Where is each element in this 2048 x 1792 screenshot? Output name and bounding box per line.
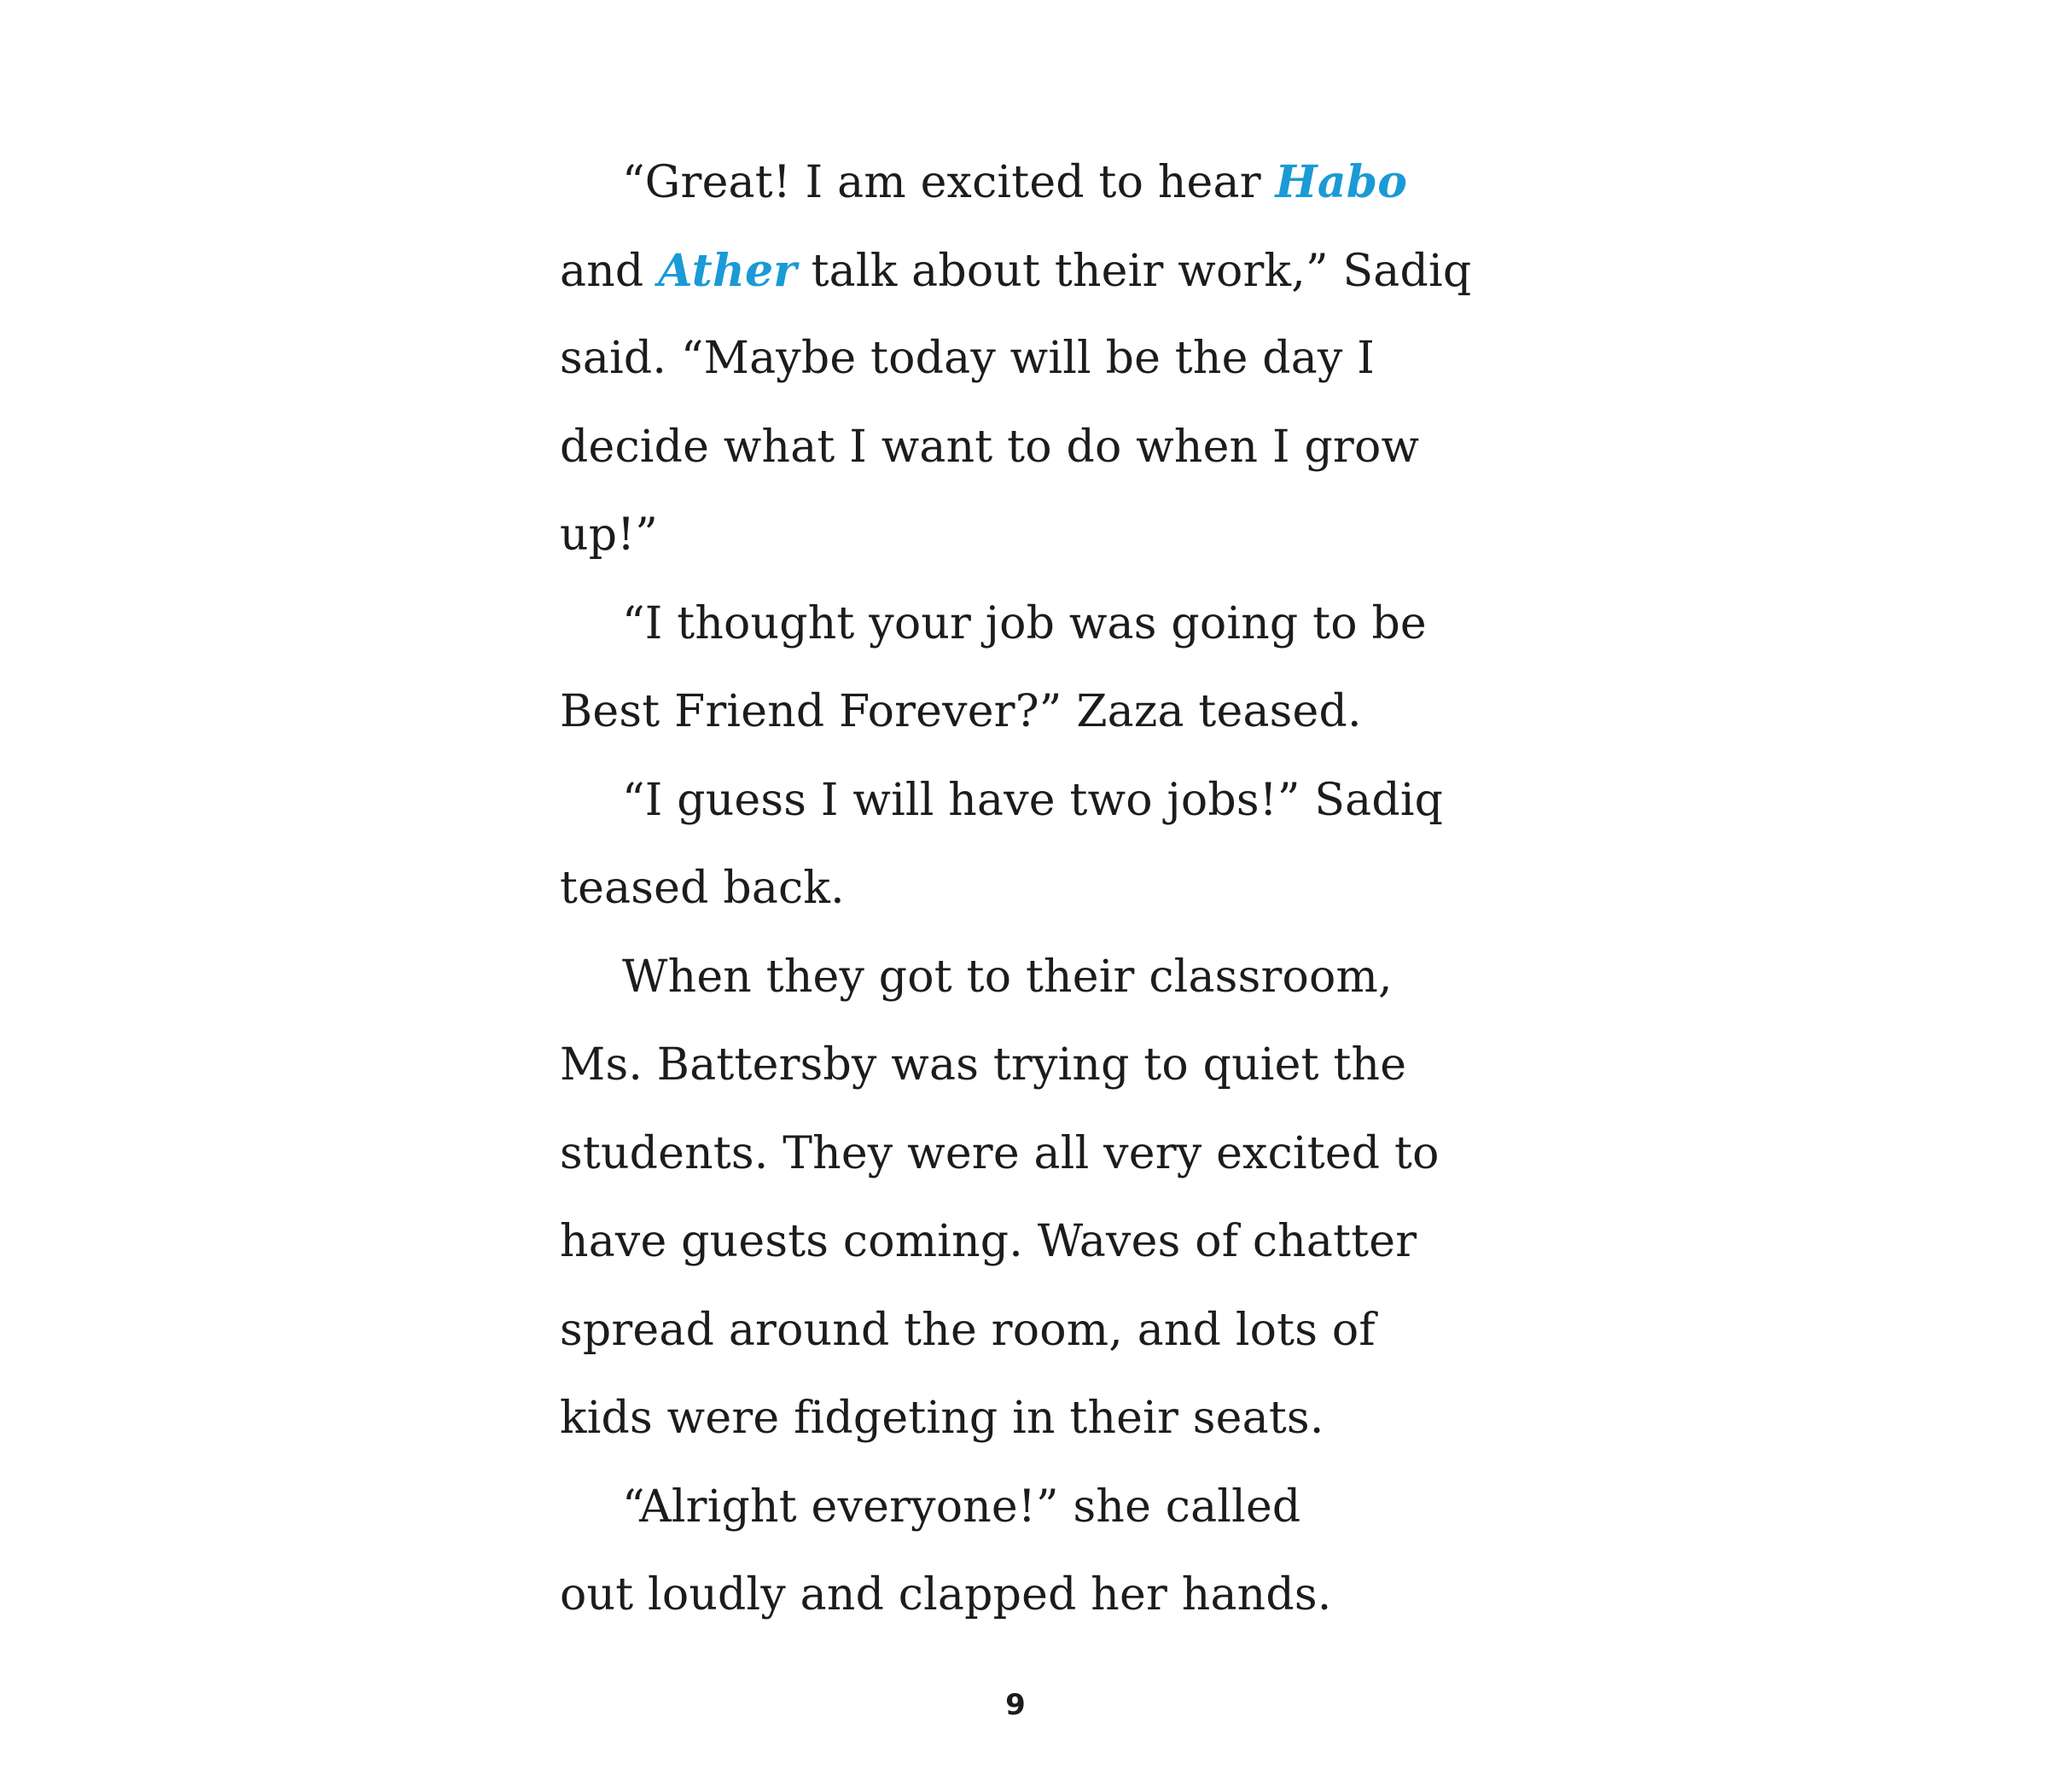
text-run: spread around the room, and lots of xyxy=(560,1304,1376,1356)
text-line xyxy=(560,580,1516,669)
text-line xyxy=(560,492,1516,580)
text-run: talk about their work,” Sadiq xyxy=(796,245,1472,297)
highlighted-word: Habo xyxy=(1275,156,1408,208)
text-line xyxy=(560,1021,1516,1110)
text-line xyxy=(560,227,1516,316)
text-line xyxy=(560,404,1516,492)
text-line xyxy=(560,1463,1516,1552)
paragraph xyxy=(560,580,1516,757)
text-line xyxy=(560,1375,1516,1463)
text-run: out loudly and clapped her hands. xyxy=(560,1569,1332,1620)
text-line xyxy=(560,934,1516,1022)
text-run: and xyxy=(560,245,659,297)
text-line xyxy=(560,845,1516,934)
paragraph xyxy=(560,1463,1516,1640)
text-line xyxy=(560,1287,1516,1376)
text-run: Ms. Battersby was trying to quiet the xyxy=(560,1039,1407,1091)
text-run: “Alright everyone!” she called xyxy=(622,1481,1301,1533)
text-run: decide what I want to do when I grow xyxy=(560,421,1420,473)
text-run: Best Friend Forever?” Zaza teased. xyxy=(560,686,1362,737)
text-line xyxy=(560,315,1516,404)
text-run: have guests coming. Waves of chatter xyxy=(560,1216,1417,1267)
paragraph xyxy=(560,138,1516,580)
text-run: When they got to their classroom, xyxy=(622,951,1393,1003)
story-text xyxy=(560,138,1516,1640)
text-run: “I guess I will have two jobs!” Sadiq xyxy=(622,774,1444,826)
text-run: said. “Maybe today will be the day I xyxy=(560,333,1376,384)
page-number: 9 xyxy=(1005,1688,1026,1722)
text-run: “I thought your job was going to be xyxy=(622,597,1427,649)
paragraph xyxy=(560,934,1516,1463)
text-run: teased back. xyxy=(560,863,845,914)
paragraph xyxy=(560,757,1516,934)
text-run: kids were fidgeting in their seats. xyxy=(560,1393,1324,1444)
highlighted-word: Ather xyxy=(658,244,797,297)
text-line xyxy=(560,138,1516,227)
text-line xyxy=(560,757,1516,846)
text-line xyxy=(560,1551,1516,1640)
text-run: up!” xyxy=(560,509,659,561)
text-line xyxy=(560,668,1516,757)
text-line xyxy=(560,1110,1516,1199)
text-line xyxy=(560,1198,1516,1287)
text-run: “Great! I am excited to hear xyxy=(622,157,1276,208)
text-run: students. They were all very excited to xyxy=(560,1127,1440,1179)
